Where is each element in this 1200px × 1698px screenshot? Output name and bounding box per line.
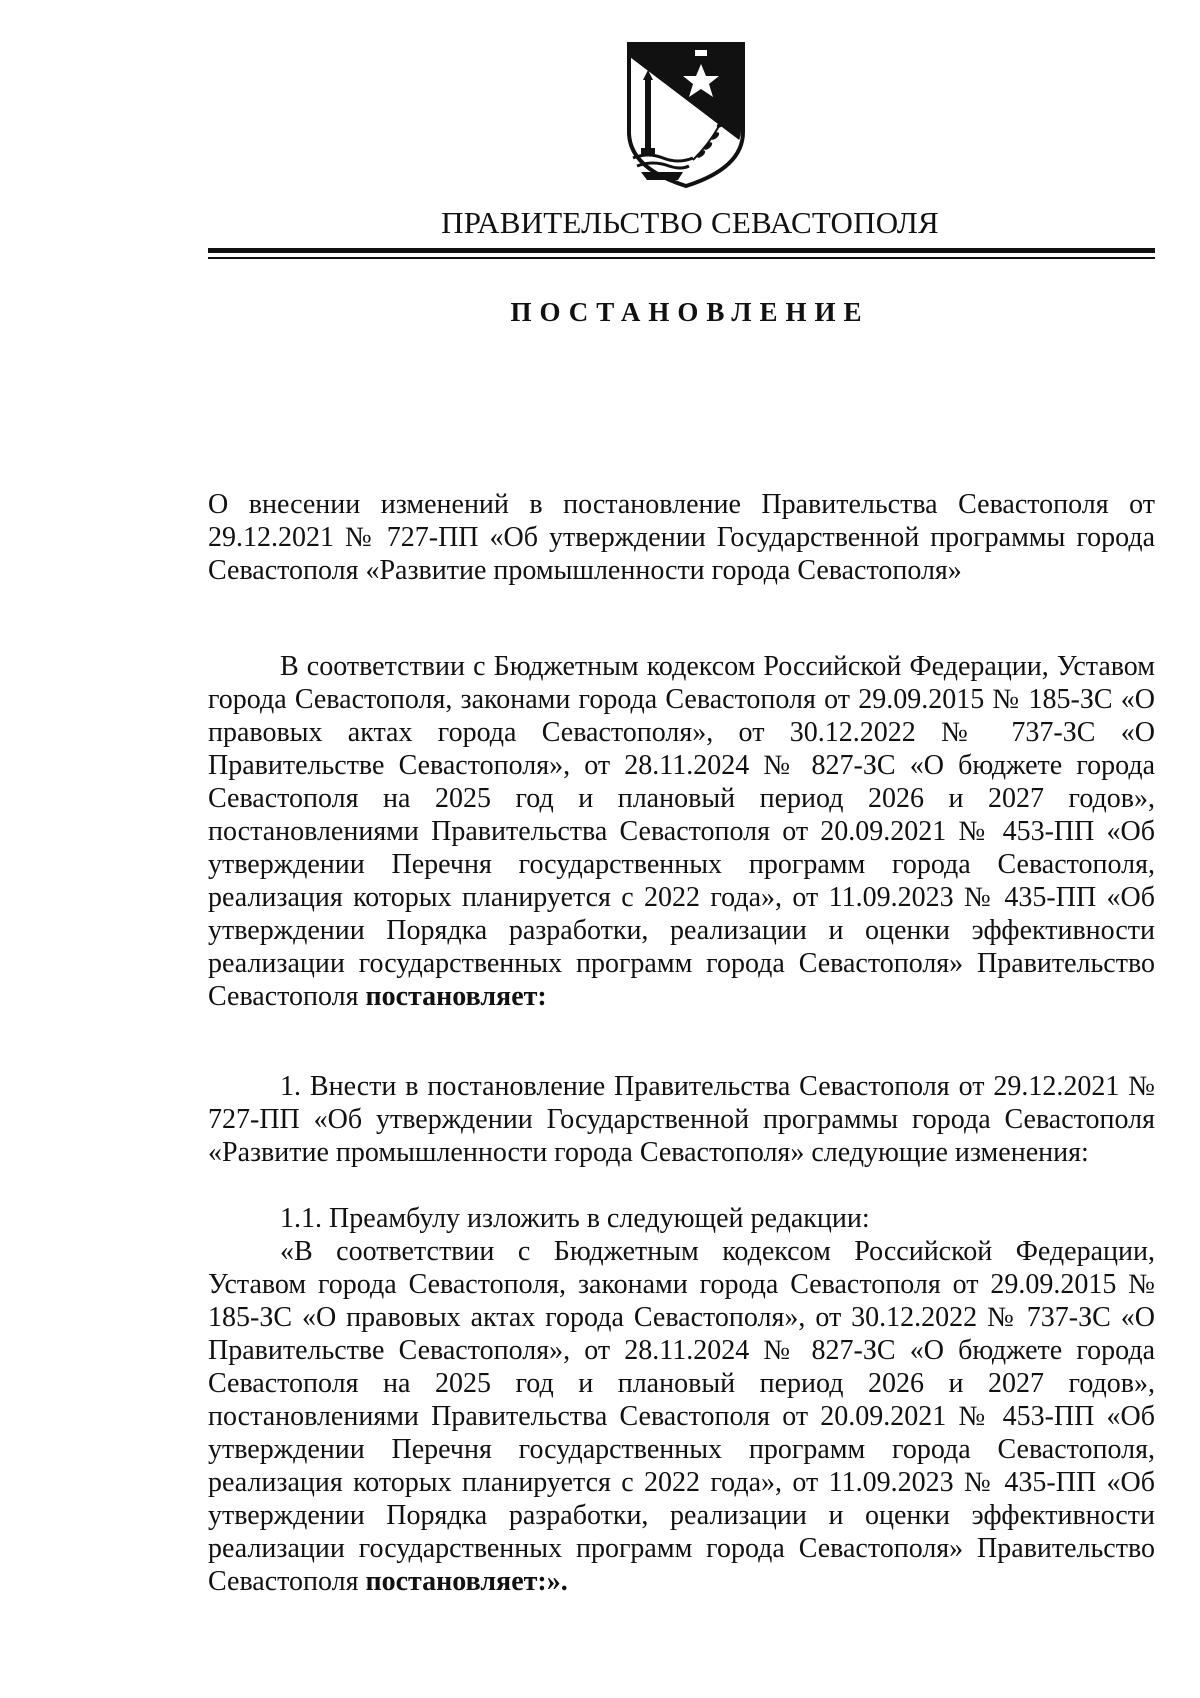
item-1-1-paragraph — [208, 1202, 1155, 1235]
quoted-preamble-paragraph — [208, 1235, 1155, 1598]
quoted-ending: :». — [537, 1566, 568, 1597]
document-type-title: ПОСТАНОВЛЕНИЕ — [510, 297, 870, 327]
sevastopol-coat-of-arms-icon — [623, 40, 749, 190]
quoted-decree-word: постановляет — [365, 1566, 538, 1597]
organization-name: ПРАВИТЕЛЬСТВО СЕВАСТОПОЛЯ — [441, 205, 939, 240]
preamble-decree-word: постановляет — [365, 981, 538, 1012]
subject-text: О внесении изменений в постановление Правительства Севастополя от 29.12.2021 № 727-ПП «Об утверждении Государственной программы города Севастополя «Развитие промышленности города Севастополя» — [208, 489, 1155, 586]
preamble-paragraph — [208, 650, 1155, 1013]
document-subject — [208, 488, 1155, 587]
header-divider-thick — [208, 248, 1155, 253]
item-1-1-text: 1.1. Преамбулу изложить в следующей редакции: — [280, 1203, 870, 1234]
item-1-text: 1. Внести в постановление Правительства Севастополя от 29.12.2021 № 727-ПП «Об утверждении Государственной программы города Севастополя «Развитие промышленности города Севастополя» следующие изменения: — [208, 1071, 1155, 1168]
header-divider-thin — [208, 257, 1155, 259]
preamble-ending: : — [537, 981, 547, 1012]
item-1-paragraph — [208, 1070, 1155, 1169]
quoted-preamble-text: «В соответствии с Бюджетным кодексом Российской Федерации, Уставом города Севастополя, законами города Севастополя от 29.09.2015 № 185-ЗС «О правовых актах города Севастополя», от 30.12.2022 № 737-ЗС «О Правительстве Севастополя», от 28.11.2024 № 827-ЗС «О бюджете города Севастополя на 2025 год и плановый период 2026 и 2027 годов», постановлениями Правительства Севастополя от 20.09.2021 № 453-ПП «Об утверждении Перечня государственных программ города Севастополя, реализация которых планируется с 2022 года», от 11.09.2023 № 435-ПП «Об утверждении Порядка разработки, реализации и оценки эффективности реализации государственных программ города Севастополя» Правительство Севастополя — [208, 1236, 1155, 1597]
preamble-text: В соответствии с Бюджетным кодексом Российской Федерации, Уставом города Севастополя, законами города Севастополя от 29.09.2015 № 185-ЗС «О правовых актах города Севастополя», от 30.12.2022 № 737-ЗС «О Правительстве Севастополя», от 28.11.2024 № 827-ЗС «О бюджете города Севастополя на 2025 год и плановый период 2026 и 2027 годов», постановлениями Правительства Севастополя от 20.09.2021 № 453-ПП «Об утверждении Перечня государственных программ города Севастополя, реализация которых планируется с 2022 года», от 11.09.2023 № 435-ПП «Об утверждении Порядка разработки, реализации и оценки эффективности реализации государственных программ города Севастополя» Правительство Севастополя — [208, 651, 1155, 1012]
